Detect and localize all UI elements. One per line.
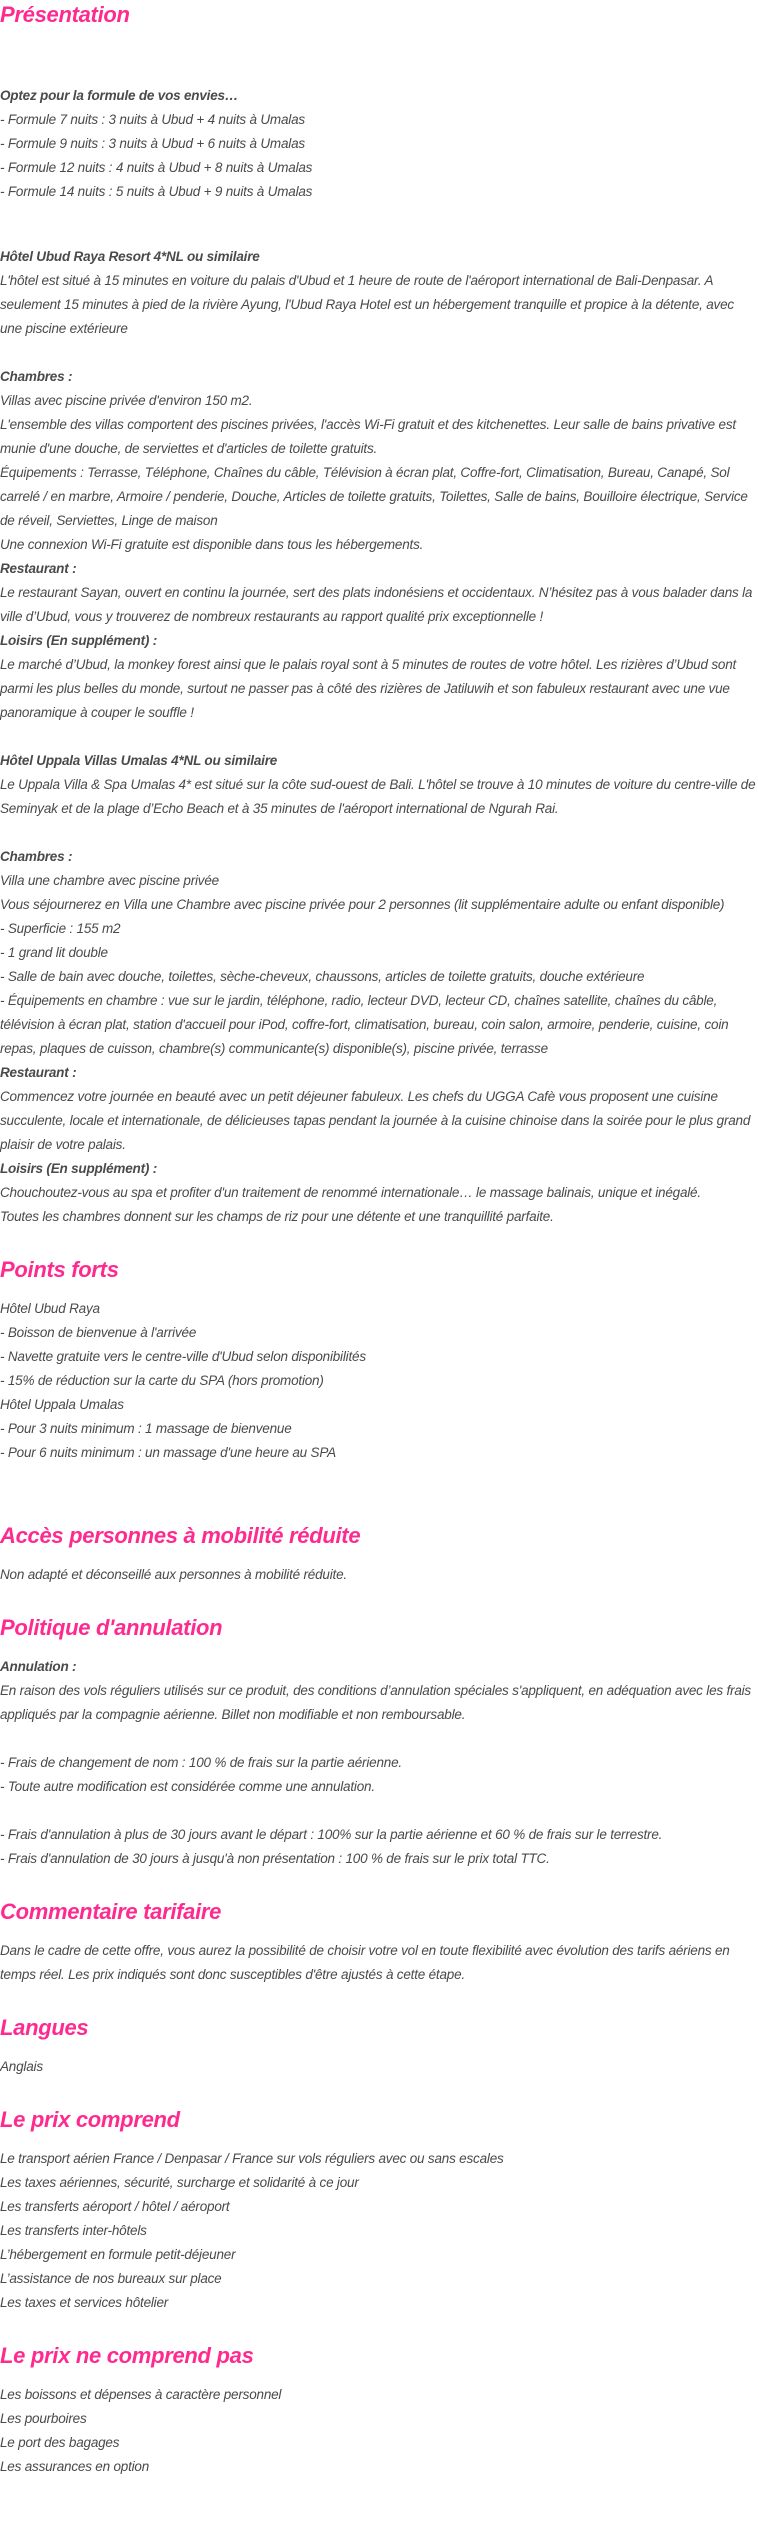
annulation-frais: - Frais d'annulation à plus de 30 jours avant le départ : 100% sur la partie aérienne et 60 % de frais sur le terrestre. [0, 1827, 663, 1842]
leisure-text: Chouchoutez-vous au spa et profiter d'un traitement de renommé internationale… le massage balinais, unique et inégalé. [0, 1185, 701, 1200]
section-langues [0, 2013, 758, 2079]
points-forts-item: - 15% de réduction sur la carte du SPA (hors promotion) [0, 1373, 324, 1388]
section-commentaire-tarifaire [0, 1897, 758, 1987]
rooms-text: - 1 grand lit double [0, 945, 108, 960]
prix-comprend-item: Les transferts inter-hôtels [0, 2223, 147, 2238]
rooms-text: Villas avec piscine privée d'environ 150 m2. [0, 393, 253, 408]
section-title-langues: Langues [0, 2015, 89, 2040]
restaurant-text: Commencez votre journée en beauté avec un petit déjeuner fabuleux. Les chefs du UGGA Cafè vous proposent une cuisine succulente, locale et internationale, de délicieuses tapas pendant la journée à la cuisine chinoise dans la soirée pour le plus grand plaisir de votre palais. [0, 1089, 751, 1152]
hotel-name: Hôtel Uppala Villas Umalas 4*NL ou similaire [0, 753, 278, 768]
rooms-text: - Équipements en chambre : vue sur le jardin, téléphone, radio, lecteur DVD, lecteur CD, chaînes satellite, chaînes du câble, télévision à écran plat, station d'accueil pour iPod, coffre-fort, climatisation, bureau, coin salon, armoire, penderie, cuisine, coin repas, plaques de cuisson, chambre(s) communicante(s) disponible(s), piscine privée, terrasse [0, 993, 729, 1056]
hotel-uppala-umalas [0, 749, 758, 1229]
points-forts-item: Hôtel Ubud Raya [0, 1301, 100, 1316]
rooms-text: - Superficie : 155 m2 [0, 921, 121, 936]
commentaire-text: Dans le cadre de cette offre, vous aurez la possibilité de choisir votre vol en toute flexibilité avec évolution des tarifs aériens en temps réel. Les prix indiqués sont donc susceptibles d'être ajustés à cette étape. [0, 1943, 730, 1982]
accessibilite-text: Non adapté et déconseillé aux personnes à mobilité réduite. [0, 1567, 347, 1582]
section-points-forts [0, 1255, 758, 1465]
section-title-accessibilite: Accès personnes à mobilité réduite [0, 1523, 361, 1548]
leisure-label: Loisirs (En supplément) : [0, 633, 158, 648]
section-accessibilite [0, 1521, 758, 1587]
hotel-name: Hôtel Ubud Raya Resort 4*NL ou similaire [0, 249, 260, 264]
points-forts-item: - Navette gratuite vers le centre-ville d'Ubud selon disponibilités [0, 1349, 366, 1364]
restaurant-text: Le restaurant Sayan, ouvert en continu la journée, sert des plats indonésiens et occidentaux. N’hésitez pas à vous balader dans la ville d’Ubud, vous y trouverez de nombreux restaurants au rapport qualité prix exceptionnelle ! [0, 585, 753, 624]
rooms-text: Une connexion Wi-Fi gratuite est disponible dans tous les hébergements. [0, 537, 424, 552]
rooms-text: L'ensemble des villas comportent des piscines privées, l'accès Wi-Fi gratuit et des kitchenettes. Leur salle de bains privative est munie d'une douche, de serviettes et d'articles de toilette gratuits. [0, 417, 736, 456]
formule-item: - Formule 9 nuits : 3 nuits à Ubud + 6 nuits à Umalas [0, 136, 305, 151]
leisure-text: Le marché d’Ubud, la monkey forest ainsi que le palais royal sont à 5 minutes de routes de votre hôtel. Les rizières d’Ubud sont parmi les plus belles du monde, surtout ne passer pas à côté des rizières de Jatiluwih et son fabuleux restaurant avec une vue panoramique à couper le souffle ! [0, 657, 737, 720]
prix-comprend-item: Le transport aérien France / Denpasar / France sur vols réguliers avec ou sans escales [0, 2151, 504, 2166]
section-presentation [0, 0, 758, 1229]
langues-text: Anglais [0, 2059, 43, 2074]
prix-comprend-item: L’hébergement en formule petit-déjeuner [0, 2247, 236, 2262]
rooms-text: Villa une chambre avec piscine privée [0, 873, 219, 888]
points-forts-item: - Pour 6 nuits minimum : un massage d'une heure au SPA [0, 1445, 336, 1460]
leisure-label: Loisirs (En supplément) : [0, 1161, 158, 1176]
annulation-text: En raison des vols réguliers utilisés sur ce produit, des conditions d’annulation spéciales s'appliquent, en adéquation avec les frais appliqués par la compagnie aérienne. Billet non modifiable et non remboursable. [0, 1683, 751, 1722]
prix-comprend-item: L’assistance de nos bureaux sur place [0, 2271, 222, 2286]
annulation-modification: - Toute autre modification est considérée comme une annulation. [0, 1779, 375, 1794]
rooms-label: Chambres : [0, 369, 73, 384]
points-forts-item: - Boisson de bienvenue à l'arrivée [0, 1325, 197, 1340]
prix-comprend-item: Les taxes aériennes, sécurité, surcharge et solidarité à ce jour [0, 2175, 359, 2190]
points-forts-item: Hôtel Uppala Umalas [0, 1397, 124, 1412]
annulation-frais: - Frais d'annulation de 30 jours à jusqu'à non présentation : 100 % de frais sur le prix total TTC. [0, 1851, 550, 1866]
prix-comprend-item: Les transferts aéroport / hôtel / aéroport [0, 2199, 230, 2214]
section-prix-ne-comprend-pas [0, 2341, 758, 2479]
section-annulation [0, 1613, 758, 1871]
section-title-presentation: Présentation [0, 2, 130, 27]
formules-intro: Optez pour la formule de vos envies… [0, 88, 239, 103]
prix-ne-comprend-item: Les assurances en option [0, 2459, 150, 2474]
points-forts-item: - Pour 3 nuits minimum : 1 massage de bienvenue [0, 1421, 292, 1436]
section-title-prix-comprend: Le prix comprend [0, 2107, 180, 2132]
rooms-text: - Salle de bain avec douche, toilettes, sèche-cheveux, chaussons, articles de toilette gratuits, douche extérieure [0, 969, 645, 984]
section-title-annulation: Politique d'annulation [0, 1615, 223, 1640]
rooms-label: Chambres : [0, 849, 73, 864]
leisure-text: Toutes les chambres donnent sur les champs de riz pour une détente et une tranquillité parfaite. [0, 1209, 554, 1224]
prix-ne-comprend-item: Les pourboires [0, 2411, 87, 2426]
restaurant-label: Restaurant : [0, 1065, 77, 1080]
formule-item: - Formule 14 nuits : 5 nuits à Ubud + 9 nuits à Umalas [0, 184, 313, 199]
prix-ne-comprend-item: Le port des bagages [0, 2435, 120, 2450]
annulation-label: Annulation : [0, 1659, 77, 1674]
section-title-prix-ne-comprend-pas: Le prix ne comprend pas [0, 2343, 254, 2368]
hotel-description: L'hôtel est situé à 15 minutes en voiture du palais d'Ubud et 1 heure de route de l'aéroport international de Bali-Denpasar. A seulement 15 minutes à pied de la rivière Ayung, l'Ubud Raya Hotel est un hébergement tranquille et propice à la détente, avec une piscine extérieure [0, 273, 734, 336]
section-prix-comprend [0, 2105, 758, 2315]
formule-item: - Formule 12 nuits : 4 nuits à Ubud + 8 nuits à Umalas [0, 160, 313, 175]
section-title-points-forts: Points forts [0, 1257, 119, 1282]
hotel-description: Le Uppala Villa & Spa Umalas 4* est situé sur la côte sud-ouest de Bali. L'hôtel se trouve à 10 minutes de voiture du centre-ville de Seminyak et de la plage d’Echo Beach et à 35 minutes de l'aéroport international de Ngurah Rai. [0, 777, 756, 816]
formule-item: - Formule 7 nuits : 3 nuits à Ubud + 4 nuits à Umalas [0, 112, 305, 127]
rooms-text: Vous séjournerez en Villa une Chambre avec piscine privée pour 2 personnes (lit supplémentaire adulte ou enfant disponible) [0, 897, 725, 912]
restaurant-label: Restaurant : [0, 561, 77, 576]
section-title-commentaire: Commentaire tarifaire [0, 1899, 222, 1924]
prix-comprend-item: Les taxes et services hôtelier [0, 2295, 169, 2310]
hotel-ubud-raya [0, 245, 758, 725]
annulation-modification: - Frais de changement de nom : 100 % de frais sur la partie aérienne. [0, 1755, 402, 1770]
prix-ne-comprend-item: Les boissons et dépenses à caractère personnel [0, 2387, 282, 2402]
rooms-text: Équipements : Terrasse, Téléphone, Chaînes du câble, Télévision à écran plat, Coffre-fort, Climatisation, Bureau, Canapé, Sol carrelé / en marbre, Armoire / penderie, Douche, Articles de toilette gratuits, Toilettes, Salle de bains, Bouilloire électrique, Service de réveil, Serviettes, Linge de maison [0, 465, 748, 528]
